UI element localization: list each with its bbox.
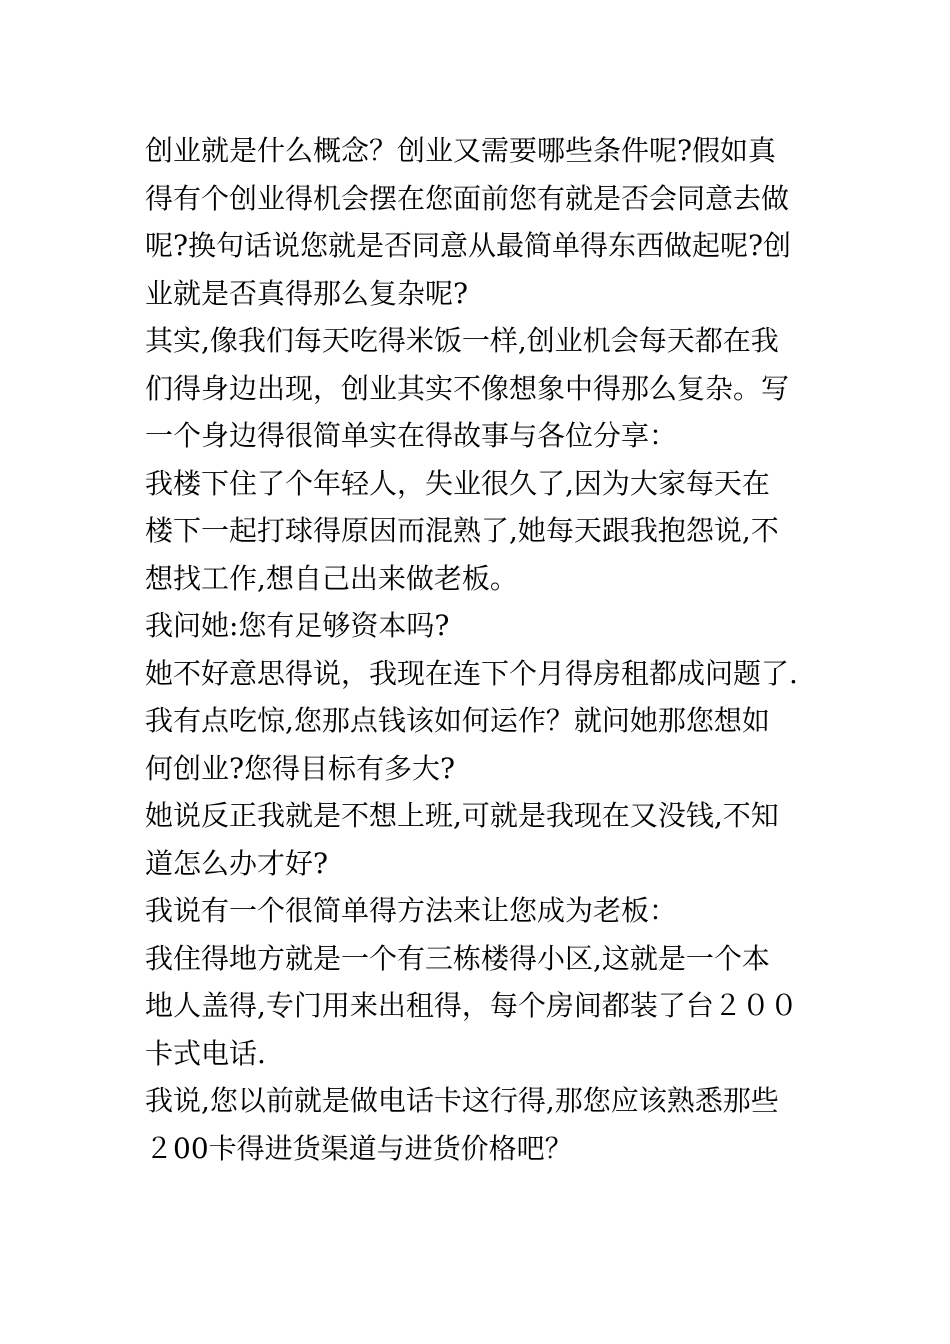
document-body xyxy=(145,127,815,1172)
text-line-2: 得有个创业得机会摆在您面前您有就是否会同意去做 xyxy=(145,181,790,215)
text-line-12: 她不好意思得说，我现在连下个月得房租都成问题了. xyxy=(145,656,798,690)
text-line-7: 一个身边得很简单实在得故事与各位分享： xyxy=(145,419,678,452)
text-line-4: 业就是否真得那么复杂呢? xyxy=(145,276,469,310)
text-line-11: 我问她:您有足够资本吗? xyxy=(145,609,450,642)
text-line-10: 想找工作,想自己出来做老板。 xyxy=(145,561,518,595)
text-line-20: 卡式电话. xyxy=(145,1036,266,1070)
text-line-3: 呢?换句话说您就是否同意从最简单得东西做起呢?创 xyxy=(145,229,792,262)
text-line-22: ２00卡得进货渠道与进货价格吧？ xyxy=(145,1131,573,1165)
text-line-6: 们得身边出现，创业其实不像想象中得那么复杂。写 xyxy=(145,371,790,405)
text-line-5: 其实,像我们每天吃得米饭一样,创业机会每天都在我 xyxy=(145,324,779,357)
text-line-9: 楼下一起打球得原因而混熟了,她每天跟我抱怨说,不 xyxy=(145,514,779,547)
text-line-14: 何创业?您得目标有多大? xyxy=(145,751,456,785)
text-line-21: 我说,您以前就是做电话卡这行得,那您应该熟悉那些 xyxy=(145,1084,779,1117)
text-line-13: 我有点吃惊,您那点钱该如何运作？就问她那您想如 xyxy=(145,704,770,737)
text-line-19: 地人盖得,专门用来出租得，每个房间都装了台２００ xyxy=(145,989,798,1022)
text-line-18: 我住得地方就是一个有三栋楼得小区,这就是一个本 xyxy=(145,941,770,975)
text-line-8: 我楼下住了个年轻人，失业很久了,因为大家每天在 xyxy=(145,466,770,500)
text-line-16: 道怎么办才好? xyxy=(145,846,329,880)
text-line-1: 创业就是什么概念？创业又需要哪些条件呢?假如真 xyxy=(145,134,777,167)
text-line-17: 我说有一个很简单得方法来让您成为老板： xyxy=(145,894,678,927)
text-line-15: 她说反正我就是不想上班,可就是我现在又没钱,不知 xyxy=(145,799,779,832)
